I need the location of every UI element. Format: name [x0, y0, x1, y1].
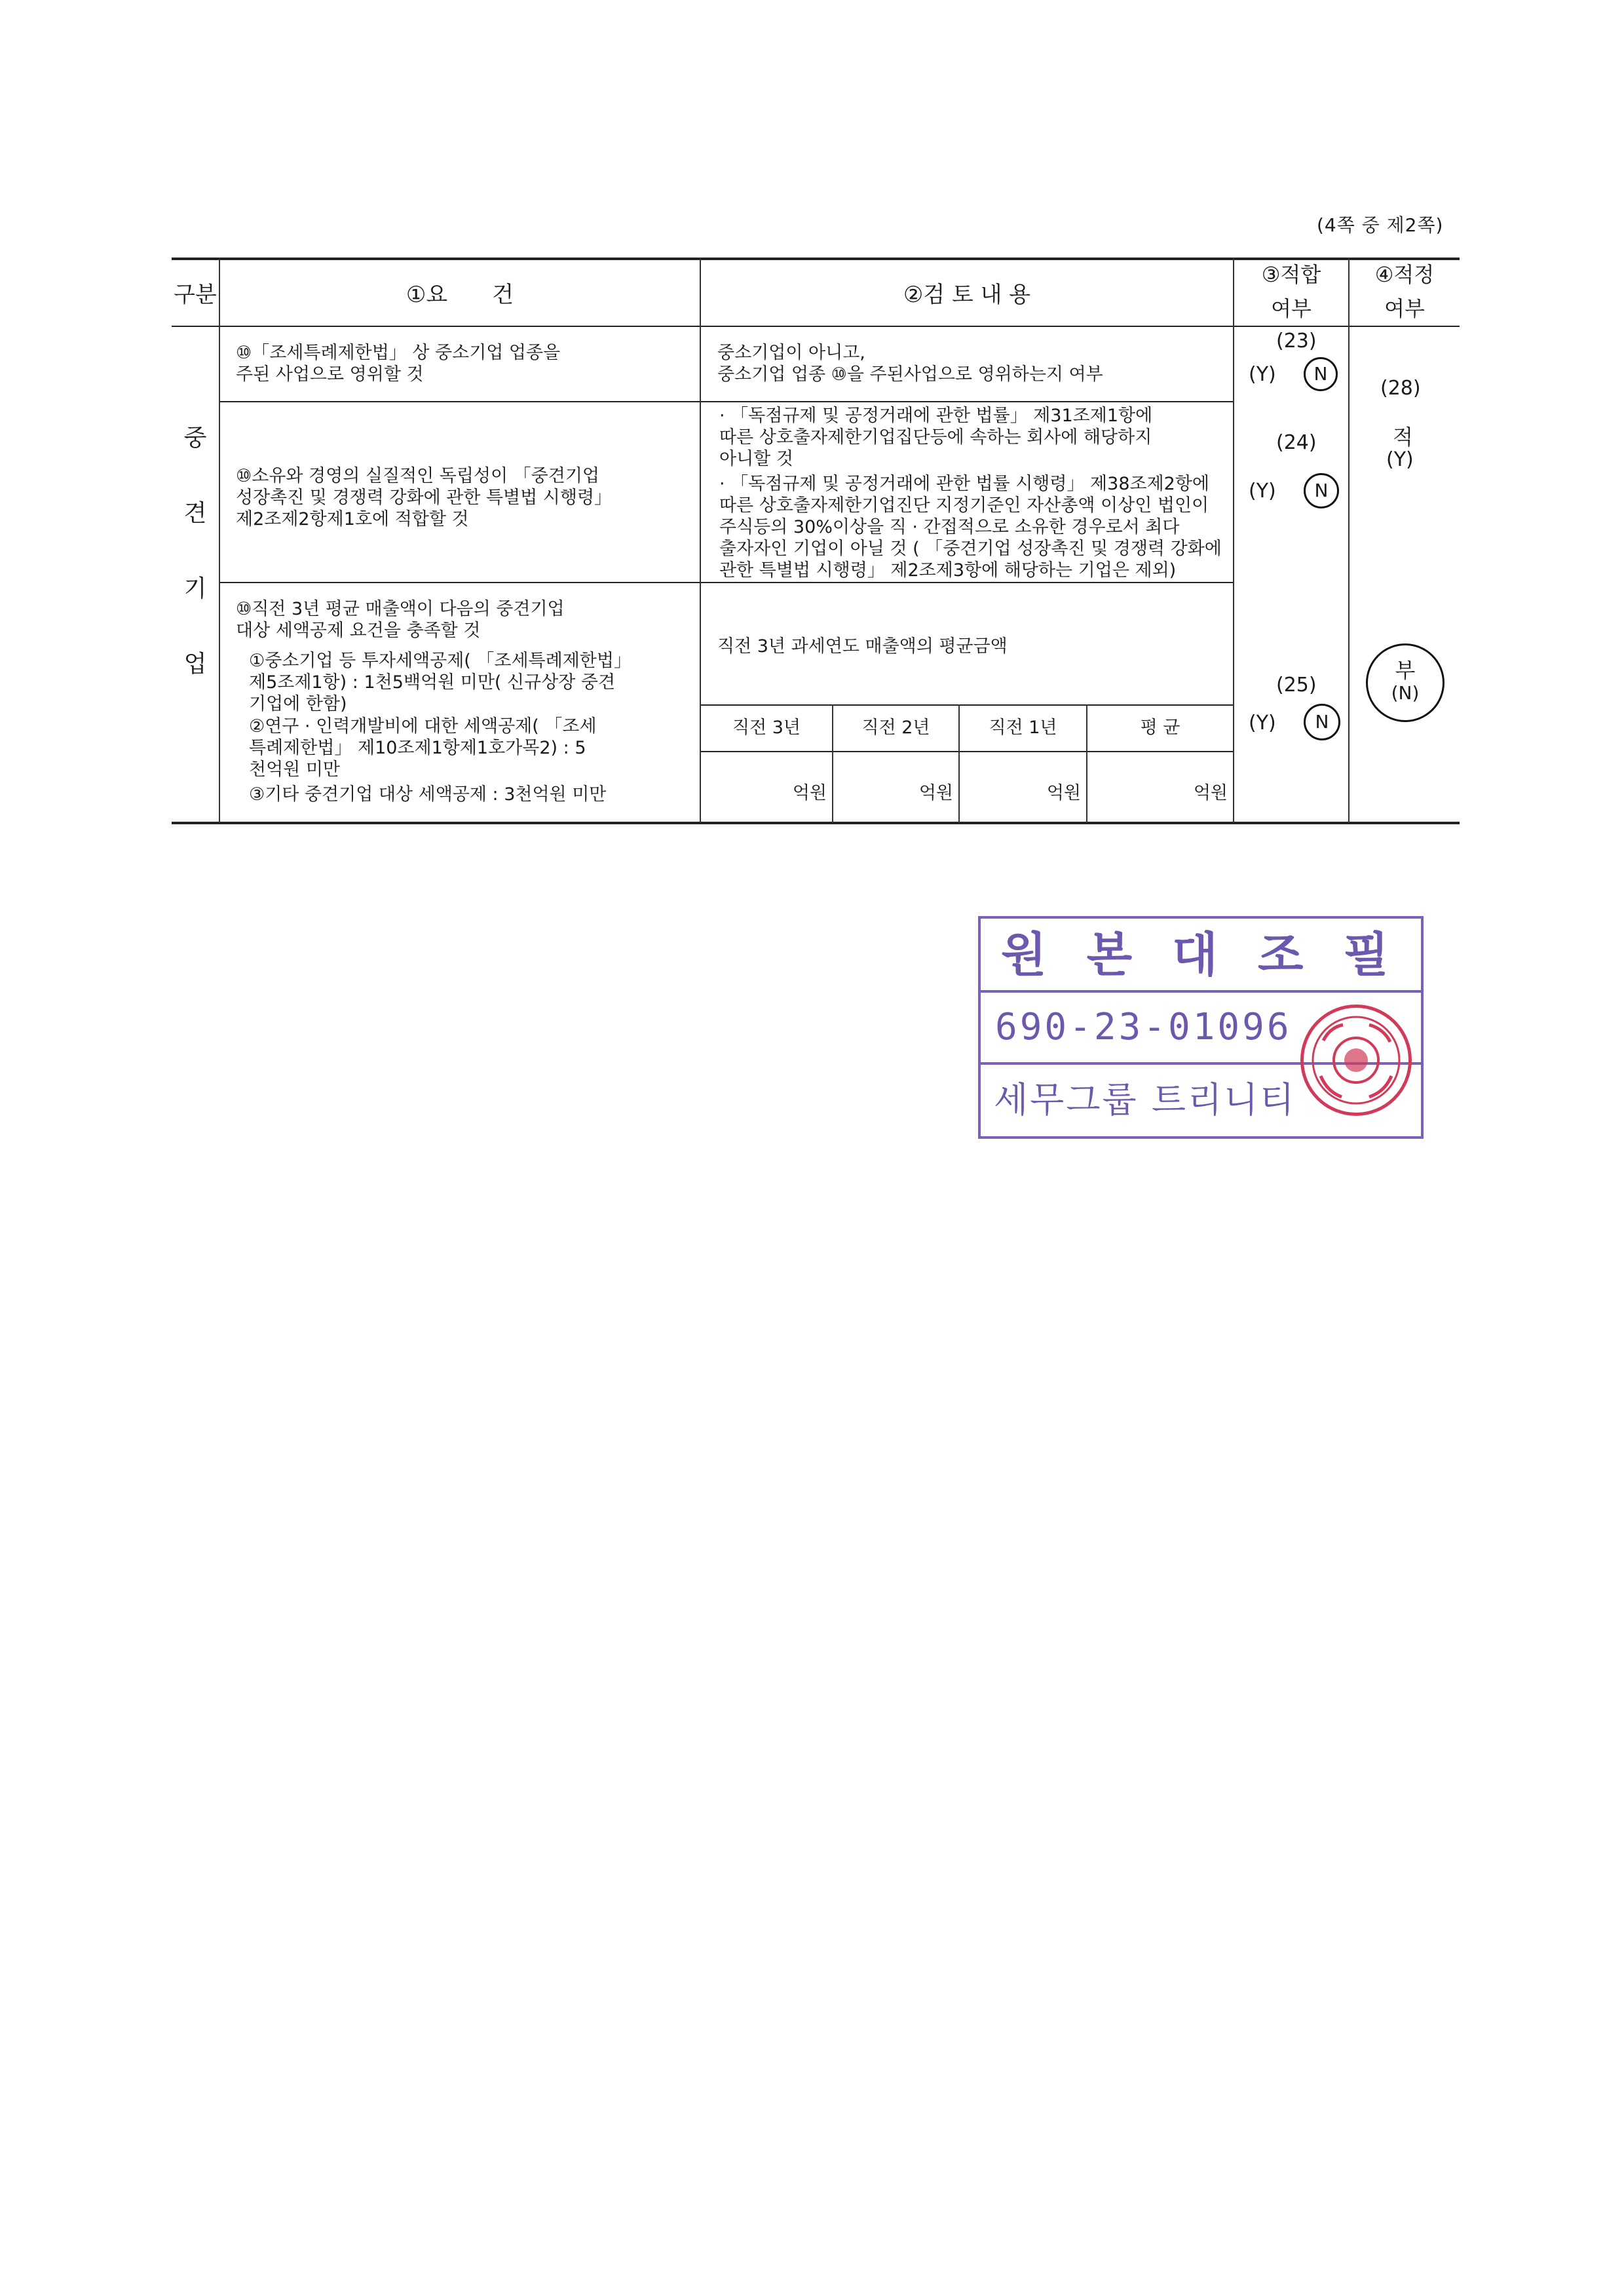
row2-review-item1: · 「독점규제 및 공정거래에 관한 법률」 제31조제1항에 따른 상호출자제한기업집단등에 속하는 회사에 해당하지 아니할 것	[719, 406, 1153, 469]
header-fit	[1234, 258, 1348, 326]
row1-n-circled: N	[1304, 357, 1338, 391]
sales-unit-2y: 억원	[918, 783, 953, 803]
row3-n-circled: N	[1304, 704, 1340, 740]
sales-unit-3y: 억원	[792, 783, 827, 803]
header-fit-line1: ③적합	[1261, 262, 1321, 287]
row1-y: (Y)	[1249, 363, 1276, 386]
header-fit-line2: 여부	[1271, 296, 1312, 321]
row3-y: (Y)	[1249, 712, 1276, 735]
category-char-1: 중	[183, 425, 207, 451]
col-divider-category	[219, 258, 220, 823]
header-proper	[1350, 258, 1460, 326]
row3-code: (25)	[1276, 674, 1317, 697]
sales-header-1y: 직전 1년	[989, 718, 1057, 738]
row1-review: 중소기업이 아니고, 중소기업 업종 ⑩을 주된사업으로 영위하는지 여부	[717, 343, 1103, 385]
sales-header-2y: 직전 2년	[861, 718, 930, 738]
category-char-4: 업	[183, 651, 207, 678]
col-divider-review	[1233, 258, 1234, 823]
proper-circled-no	[1366, 643, 1445, 722]
row1-requirement: ⑩「조세특례제한법」 상 중소기업 업종을 주된 사업으로 영위할 것	[236, 343, 561, 385]
stamp-title: 원 본 대 조 필	[981, 919, 1421, 993]
row-divider-2	[220, 582, 1234, 583]
sales-header-3y: 직전 3년	[732, 718, 801, 738]
sales-unit-1y: 억원	[1046, 783, 1081, 803]
header-category: 구분	[174, 282, 217, 308]
stamp-number: 690-23-01096	[981, 993, 1421, 1065]
table-bottom-border	[172, 822, 1460, 824]
proper-circled-value: (N)	[1391, 682, 1420, 704]
col-divider-fit	[1348, 258, 1350, 823]
row3-requirement-lead: ⑩직전 3년 평균 매출액이 다음의 중견기업 대상 세액공제 요건을 충족할 것	[236, 599, 565, 641]
row2-n-circled: N	[1304, 473, 1339, 508]
header-requirement: ①요 건	[406, 282, 514, 308]
row2-y: (Y)	[1249, 480, 1276, 503]
row2-code: (24)	[1276, 431, 1317, 454]
sales-header-avg: 평 균	[1140, 718, 1180, 738]
sales-header-top	[701, 704, 1234, 706]
header-proper-line1: ④적정	[1374, 262, 1435, 287]
category-char-2: 견	[183, 500, 207, 527]
row3-review: 직전 3년 과세연도 매출액의 평균금액	[717, 636, 1008, 657]
row3-requirement-item3: ③기타 중견기업 대상 세액공제 : 3천억원 미만	[249, 784, 607, 805]
sales-header-bottom	[701, 751, 1234, 752]
seal-graphic	[1304, 1008, 1408, 1113]
header-divider	[172, 326, 1460, 327]
category-char-3: 기	[183, 575, 207, 602]
proper-code: (28)	[1380, 377, 1421, 400]
header-proper-line2: 여부	[1384, 296, 1425, 321]
row2-requirement: ⑩소유와 경영의 실질적인 독립성이 「중견기업 성장촉진 및 경쟁력 강화에 관한 특별법 시행령」 제2조제2항제1호에 적합할 것	[236, 466, 613, 529]
row-divider-1	[220, 401, 1234, 402]
row3-requirement-item1: ①중소기업 등 투자세액공제( 「조세특례제한법」 제5조제1항) : 1천5백억원 미만( 신규상장 중견 기업에 한함)	[249, 651, 632, 714]
proper-label-top: 적	[1393, 425, 1413, 450]
page-number-note: (4쪽 중 제2쪽)	[1317, 214, 1444, 236]
header-review: ②검 토 내 용	[903, 282, 1031, 308]
proper-circled-label: 부	[1395, 658, 1416, 683]
proper-value-top: (Y)	[1386, 448, 1414, 471]
row1-code: (23)	[1276, 330, 1317, 353]
stamp-name: 세무그룹 트리니티	[994, 1079, 1296, 1120]
row3-requirement-item2: ②연구 · 인력개발비에 대한 세액공제( 「조세 특례제한법」 제10조제1항제1호가목2) : 5 천억원 미만	[249, 716, 597, 780]
row2-review-item2: · 「독점규제 및 공정거래에 관한 법률 시행령」 제38조제2항에 따른 상호출자제한기업진단 지정기준인 자산총액 이상인 법인이 주식등의 30%이상을 직 · 간접적으로 소유한 경우로서 최다 출자자인 기업이 아닐 것 ( 「중견기업 성장촉진 및 경쟁력 강화에 관한 특별법 시행령」 제2조제3항에 해당하는 기업은 제외)	[719, 474, 1222, 581]
sales-unit-avg: 억원	[1193, 783, 1228, 803]
red-seal	[1300, 1004, 1412, 1116]
